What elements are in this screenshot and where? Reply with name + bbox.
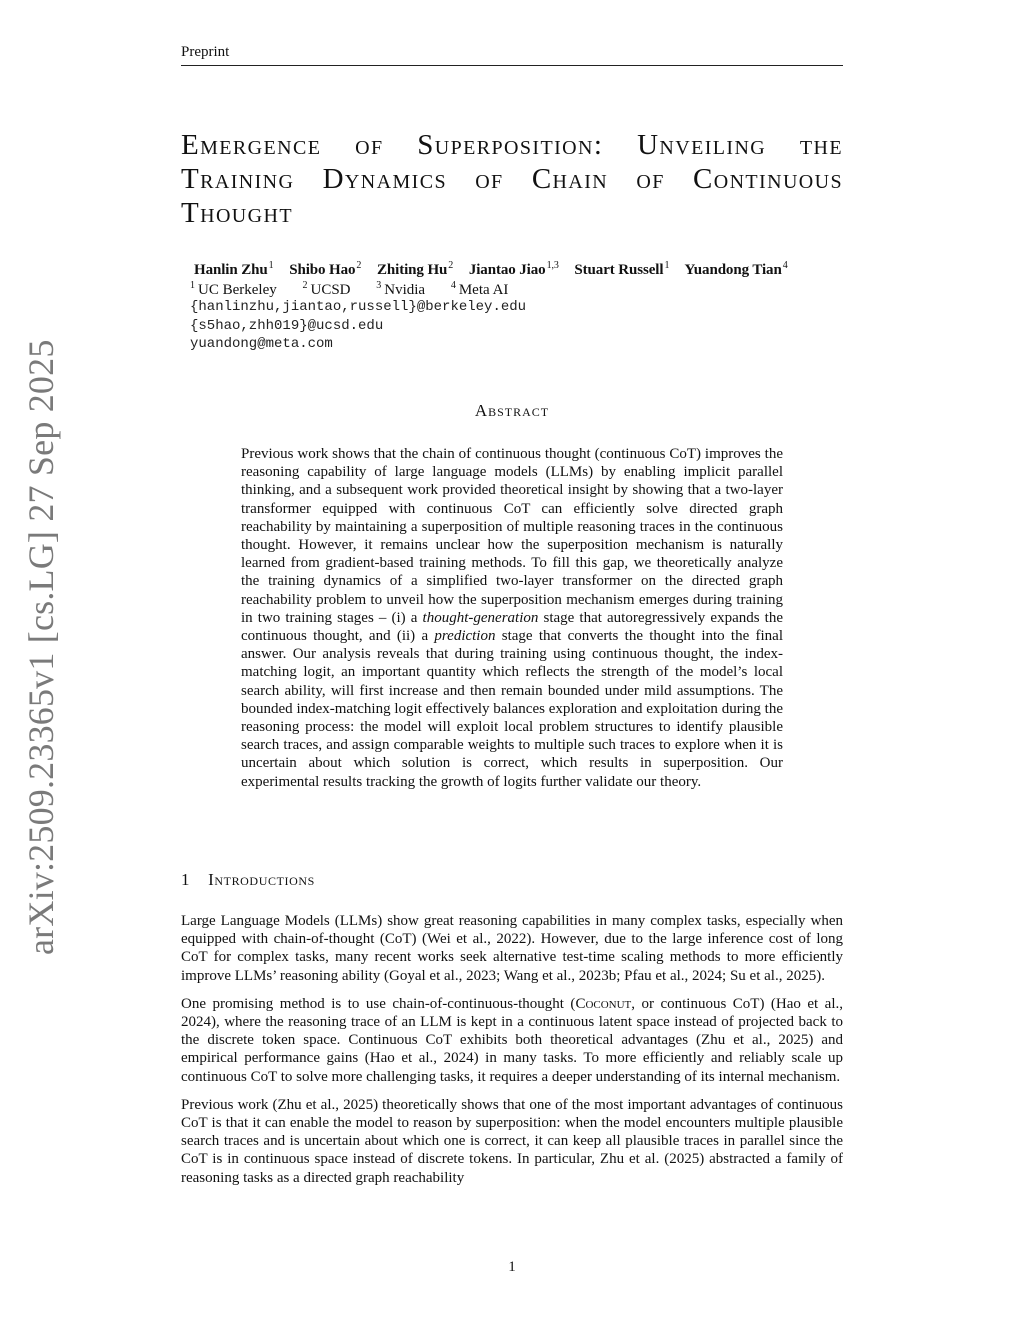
header-rule	[181, 65, 843, 66]
email-line: {s5hao,zhh019}@ucsd.edu	[190, 317, 384, 334]
email-line: yuandong@meta.com	[190, 336, 333, 352]
affiliation-number: 4	[450, 280, 456, 291]
arxiv-identifier-stamp: arXiv:2509.23365v1 [cs.LG] 27 Sep 2025	[21, 339, 61, 955]
affiliation	[190, 282, 277, 298]
affiliation-name: UC Berkeley	[198, 282, 277, 298]
title-line-1: Emergence of Superposition: Unveiling the	[181, 129, 843, 161]
paragraph-text-part: , or continuous CoT) (Hao et al., 2024), where the reasoning trace of an LLM is kept in a continuous latent space instead of projected back to the discrete token space. Continuous CoT exhibits both theoretical advantages (Zhu et al., 2025) and empirical performance gains (Hao et al., 2024) in many tasks. To more efficiently and reliably scale up continuous CoT to solve more challenging tasks, it requires a deeper understanding of its internal mechanism.	[181, 995, 844, 1085]
introduction-body	[181, 912, 843, 1197]
abstract-text-part: stage that autoregressively expands the continuous thought, and (ii) a	[241, 609, 783, 645]
author-name: Yuandong Tian	[684, 262, 782, 278]
author-name: Zhiting Hu	[376, 262, 448, 278]
author	[289, 262, 361, 278]
author-affiliation-marker: 2	[356, 260, 362, 271]
affiliation-name: UCSD	[310, 282, 351, 298]
author	[684, 262, 787, 278]
author	[574, 262, 669, 278]
affiliation-name: Nvidia	[384, 282, 426, 298]
title-line-2: Training Dynamics of Chain of Continuous	[181, 163, 843, 195]
abstract-text-part: stage that converts the thought into the final answer. Our analysis reveals that during training using continuous thought, the index-matching logit, an important quantity which reflects the strength of the model’s local search ability, will first increase and then remain bounded under mild assumptions. The bounded index-matching logit effectively balances exploration and exploitation during the reasoning process: the model will exploit local problem structures to identify plausible search traces, and assign comparable weights to multiple such traces to explore when it is uncertain about which solution is correct, which results in superposition. Our experimental results tracking the growth of logits further validate our theory.	[241, 628, 784, 790]
author-affiliation-marker: 4	[782, 260, 788, 271]
paragraph-text-part: One promising method is to use chain-of-continuous-thought (	[181, 995, 576, 1012]
paragraph	[181, 995, 843, 1086]
affiliation-number: 2	[302, 280, 308, 291]
affiliation	[302, 282, 350, 298]
abstract-heading: Abstract	[474, 401, 550, 420]
abstract-emphasis: thought-generation	[422, 609, 539, 626]
author-name: Stuart Russell	[574, 262, 664, 278]
affiliation-list	[190, 280, 530, 299]
title-line-3: Thought	[181, 197, 293, 229]
email-list	[190, 298, 526, 354]
section-heading	[181, 870, 315, 890]
running-header: Preprint	[181, 44, 230, 60]
author	[377, 262, 453, 278]
affiliation-number: 3	[376, 280, 382, 291]
paragraph: Previous work (Zhu et al., 2025) theoretically shows that one of the most important advantages of continuous CoT is that it can enable the model to reason by superposition: when the model encounters multiple plausible search traces and is uncertain about which one is correct, it can keep all plausible traces in parallel since the CoT is in continuous space instead of discrete tokens. In particular, Zhu et al. (2025) abstracted a family of reasoning tasks as a directed graph reachability	[181, 1096, 843, 1186]
affiliation	[451, 282, 509, 298]
affiliation	[376, 282, 425, 298]
abstract-text-part: Previous work shows that the chain of continuous thought (continuous CoT) improves the reasoning capability of large language models (LLMs) by enabling implicit parallel thinking, and a subsequent work provided theoretical insight by showing that a two-layer transformer equipped with continuous CoT can efficiently solve directed graph reachability by maintaining a superposition of multiple reasoning traces in the continuous thought. However, it remains unclear how the superposition mechanism is naturally learned from gradient-based training methods. To fill this gap, we theoretically analyze the training dynamics of a simplified two-layer transformer on the directed graph reachability problem to unveil how the superposition mechanism emerges during training in two training stages – (i) a	[241, 446, 783, 626]
coconut-term: Coconut	[575, 995, 632, 1012]
author	[469, 262, 559, 278]
author-affiliation-marker: 1,3	[546, 260, 559, 271]
section-title: Introductions	[208, 870, 315, 889]
author-name: Hanlin Zhu	[194, 262, 268, 278]
paper-title	[181, 128, 843, 230]
affiliation-name: Meta AI	[458, 282, 509, 298]
author-name: Jiantao Jiao	[468, 262, 546, 278]
author-name: Shibo Hao	[289, 262, 356, 278]
author-affiliation-marker: 2	[448, 260, 454, 271]
author-list	[194, 260, 844, 279]
abstract-emphasis: prediction	[434, 628, 496, 645]
email-line: {hanlinzhu,jiantao,russell}@berkeley.edu	[190, 299, 527, 315]
paragraph: Large Language Models (LLMs) show great reasoning capabilities in many complex tasks, especially when equipped with chain-of-thought (CoT) (Wei et al., 2022). However, due to the large inference cost of long CoT for complex tasks, many recent works seek alternative test-time scaling methods to more efficiently improve LLMs’ reasoning ability (Goyal et al., 2023; Wang et al., 2023b; Pfau et al., 2024; Su et al., 2025).	[181, 913, 843, 984]
section-number: 1	[181, 870, 191, 889]
abstract-text	[241, 445, 783, 791]
page-number: 1	[508, 1259, 516, 1275]
author-affiliation-marker: 1	[268, 260, 274, 271]
author-affiliation-marker: 1	[664, 260, 670, 271]
author	[194, 262, 274, 278]
affiliation-number: 1	[190, 280, 195, 291]
